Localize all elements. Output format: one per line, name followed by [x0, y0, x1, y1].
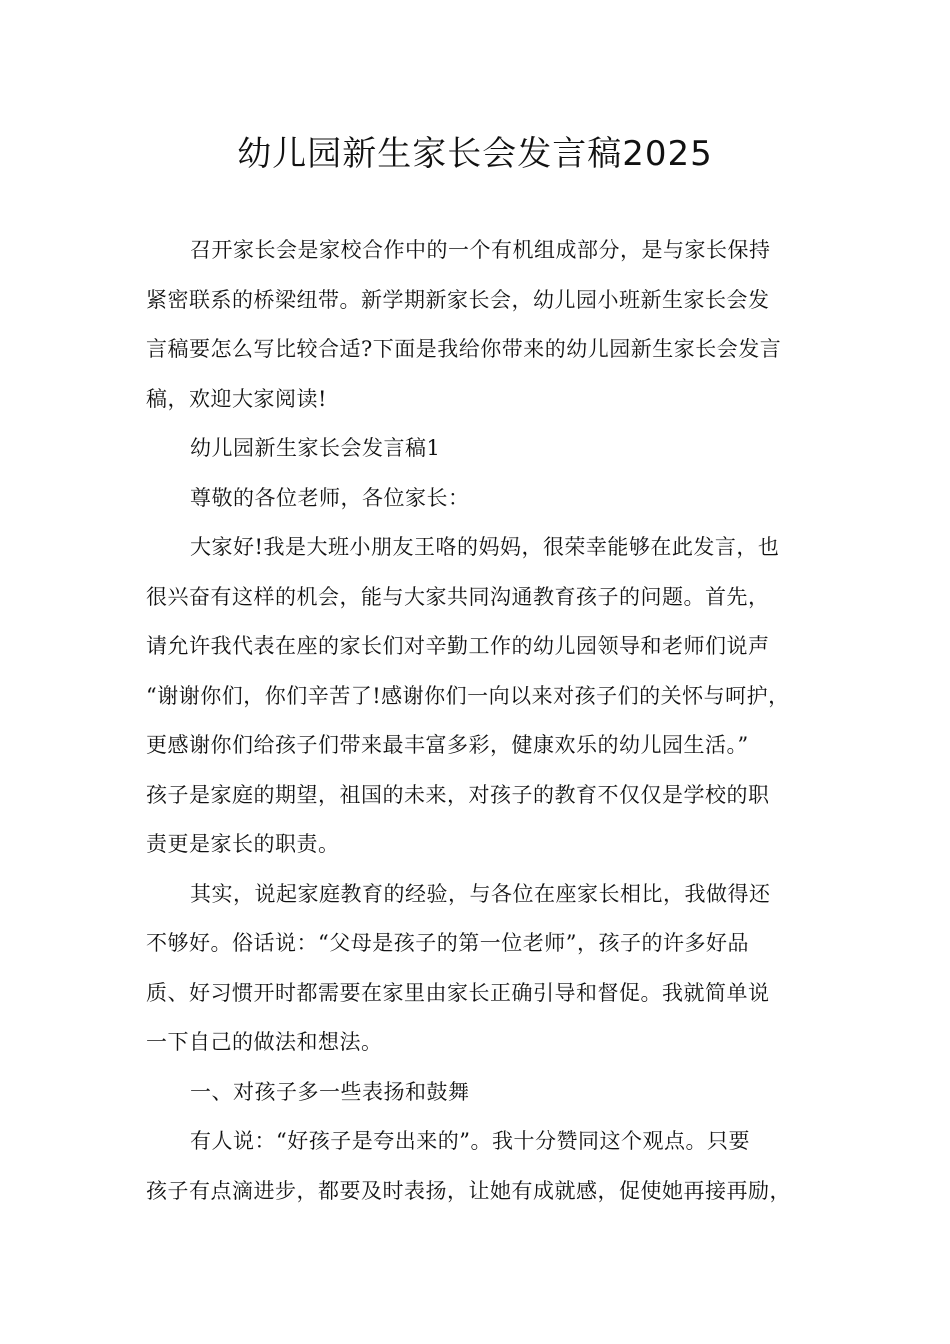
text-line: 稿，欢迎大家阅读!	[146, 386, 327, 411]
paragraph-intro	[146, 226, 826, 424]
text-line: 其实，说起家庭教育的经验，与各位在座家长相比，我做得还	[190, 881, 771, 906]
text-line: 有人说：“好孩子是夸出来的”。我十分赞同这个观点。只要	[190, 1129, 750, 1153]
paragraph-praise	[146, 1117, 826, 1216]
text-line: 大家好!我是大班小朋友王咯的妈妈，很荣幸能够在此发言，也	[190, 535, 780, 559]
text-line: 一下自己的做法和想法。	[146, 1030, 383, 1054]
text-line: 请允许我代表在座的家长们对辛勤工作的幼儿园领导和老师们说声	[146, 634, 770, 658]
paragraph-greeting	[146, 523, 826, 870]
document-title: 幼儿园新生家长会发言稿2025	[237, 134, 713, 174]
text-line: 幼儿园新生家长会发言稿1	[190, 436, 441, 460]
text-line: 紧密联系的桥梁纽带。新学期新家长会，幼儿园小班新生家长会发	[146, 287, 770, 312]
subsection-heading	[146, 1068, 826, 1118]
text-line: 更感谢你们给孩子们带来最丰富多彩，健康欢乐的幼儿园生活。”	[146, 733, 749, 757]
text-line: 责更是家长的职责。	[146, 832, 340, 856]
text-line: “谢谢你们，你们辛苦了!感谢你们一向以来对孩子们的关怀与呵护，	[146, 683, 790, 708]
text-line: 言稿要怎么写比较合适?下面是我给你带来的幼儿园新生家长会发言	[146, 337, 782, 361]
paragraph-experience	[146, 870, 826, 1068]
section-heading	[146, 424, 826, 474]
text-line: 孩子有点滴进步，都要及时表扬，让她有成就感，促使她再接再励，	[146, 1178, 791, 1203]
document-body	[146, 226, 826, 1216]
text-line: 不够好。俗话说：“父母是孩子的第一位老师”，孩子的许多好品	[146, 931, 749, 955]
salutation	[146, 474, 826, 524]
text-line: 召开家长会是家校合作中的一个有机组成部分，是与家长保持	[190, 238, 771, 262]
text-line: 质、好习惯开时都需要在家里由家长正确引导和督促。我就简单说	[146, 980, 770, 1005]
text-line: 孩子是家庭的期望，祖国的未来，对孩子的教育不仅仅是学校的职	[146, 782, 770, 807]
text-line: 尊敬的各位老师，各位家长：	[190, 485, 470, 510]
text-line: 很兴奋有这样的机会，能与大家共同沟通教育孩子的问题。首先，	[146, 584, 770, 609]
text-line: 一、对孩子多一些表扬和鼓舞	[190, 1079, 470, 1104]
